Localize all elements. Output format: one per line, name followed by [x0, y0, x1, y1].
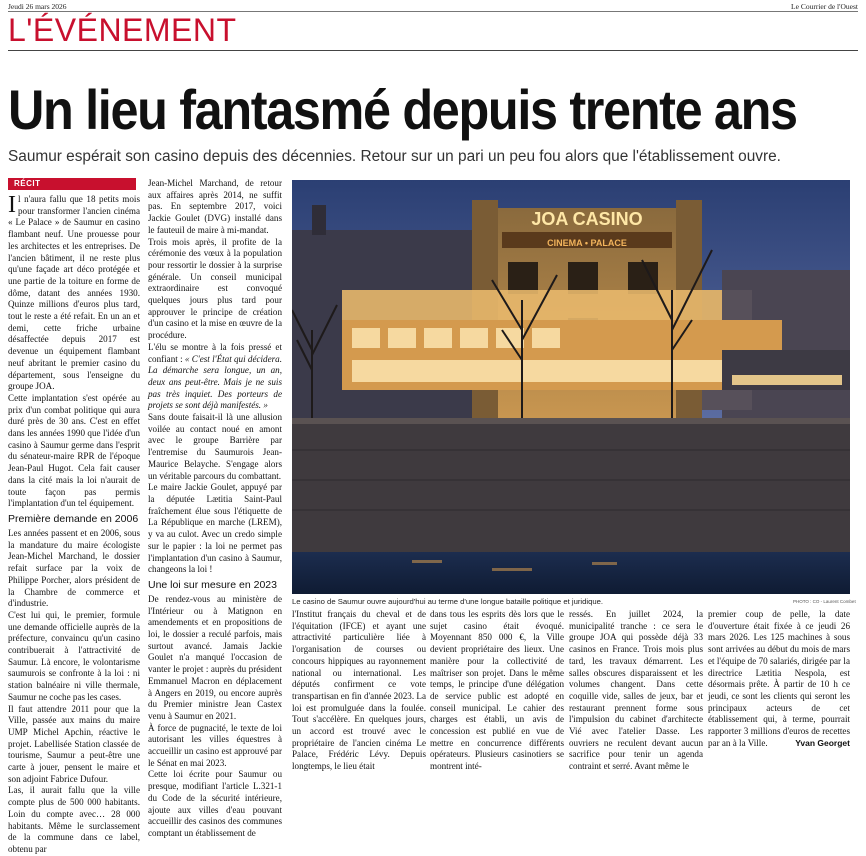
photo-credit: PHOTO : CO - Laurent Combet	[793, 599, 856, 604]
article-column-4: dans tous les esprits dès lors que le sujet casino était évoqué. Moyennant 850 000 €, la Ville devient propriétaire des lieux. Une manière pour la collectivité de maîtriser son projet. Dans le même temps, le principe d'une délégation de service public est adopté en conseil municipal. Le cahier des charges est établi, un avis de concession est publié en vue de mettre en concurrence différents opérateurs. Plusieurs casinotiers se montrent inté-	[430, 609, 564, 772]
standfirst: Saumur espérait son casino depuis des décennies. Retour sur un pari un peu fou alors que l'établissement ouvre.	[8, 148, 781, 165]
paragraph: L'élu se montre à la fois pressé et confiant :	[148, 341, 282, 364]
paragraph: C'est lui qui, le premier, formule une demande officielle auprès de la préfecture, convaincu qu'un casino contribuerait à l'attractivité de Saumur. Là encore, le volontarisme saumurois se confronte à la loi : ni station balnéaire ni ville thermale, Saumur ne coche pas les cases.	[8, 609, 140, 702]
paragraph: Sans doute faisait-il là une allusion voilée au contact noué en amont avec le groupe Barrière par l'entremise du Saumurois Jean-Maurice Belayche. S'engage alors un véritable parcours du combattant.	[148, 412, 282, 481]
paragraph: Les années passent et en 2006, sous la mandature du maire écologiste Jean-Michel Marchand, le dossier refait surface par la voix de Philippe Porcher, alors président de la Chambre de commerce et d'industrie.	[8, 527, 140, 609]
photo-caption: Le casino de Saumur ouvre aujourd'hui au terme d'une longue bataille politique et juridique.	[292, 597, 604, 606]
subheading: Première demande en 2006	[8, 512, 139, 525]
paragraph: Cette implantation s'est opérée au prix d'un combat politique qui aura duré près de 30 ans. C'est en effet dans les années 1990 que l'idée d'un casino à Saumur germe dans l'esprit du sénateur-maire RPR de l'époque Jean-Paul Hugot. Cela fait causer dans la cité mais la loi n'aurait de toute façon pas permis l'implantation d'un tel équipement.	[8, 392, 140, 509]
drop-cap: I	[8, 192, 16, 218]
subheading: Une loi sur mesure en 2023	[148, 578, 277, 591]
newspaper-name: Le Courrier de l'Ouest	[791, 2, 858, 11]
article-column-5: ressés. En juillet 2024, la municipalité tranche : ce sera le groupe JOA qui possède déjà 33 casinos en France. Trois mois plus tard, les travaux démarrent. Les salles obscures disparaissent et les volumes changent. Dans cette coquille vide, salles de jeux, bar et restaurant prennent forme sous l'impulsion du cabinet d'architecte Vié avec l'atelier Dasse. Les ouvriers ne reculent devant aucun sacrifice pour tenir un agenda contraint et serré. Avant même le	[569, 609, 703, 772]
paragraph: Jean-Michel Marchand, de retour aux affaires après 2014, ne suffit pas. En septembre 2017, voici Jackie Goulet (DVG) installé dans le fauteuil de maire à mi-mandat.	[148, 178, 282, 235]
headline: Un lieu fantasmé depuis trente ans	[8, 78, 797, 141]
paragraph: Le maire Jackie Goulet, appuyé par la députée Lætitia Saint-Paul fraîchement élue sous l'étiquette de La République en marche (LREM), y va au culot. Avec un credo simple sur le papier : la loi ne permet pas l'implantation d'un casino à Saumur, changeons la loi !	[148, 482, 282, 575]
casino-sign: JOA CASINO	[531, 209, 643, 229]
paragraph: De rendez-vous au ministère de l'Intérieur ou à Matignon en amendements et en propositions de loi, le dossier a reculé parfois, mais surtout avancé. Jamais Jackie Goulet n'a manqué l'occasion de vanter le projet : auprès du président Emmanuel Macron en déplacement à Angers en 2019, ou encore auprès du Premier ministre Jean Castex venu à Saumur en 2021.	[148, 593, 282, 721]
article-column-3: l'Institut français du cheval et de l'équitation (IFCE) et ayant une attractivité particulière liée à l'organisation de courses ou concours hippiques au rayonnement national ou international. Les députés confirment ce vote transpartisan en fin d'année 2023. La loi est promulguée dans la foulée. Tout s'accélère. En quelques jours, un accord est trouvé avec le propriétaire de l'ancien cinéma Le Palace, Frédéric Lévy. Depuis longtemps, le lieu était	[292, 609, 426, 772]
article-column-6: premier coup de pelle, la date d'ouverture était fixée à ce jeudi 26 mars 2026. Les 125 machines à sous sont arrivées au début du mois de mars et l'équipe de 70 salariés, dirigée par la directrice Lætitia Nespola, est désormais prête. À partir de 10 h ce jeudi, ce sont les clients qui seront les principaux acteurs de cet établissement qui, à terme, pourrait rapporter 3 millions d'euros de recettes par an à la Ville.	[708, 609, 850, 748]
casino-photo-illustration	[292, 180, 850, 594]
author-byline: Yvan Georget	[795, 738, 850, 748]
article-column-2	[148, 178, 282, 840]
issue-date: Jeudi 26 mars 2026	[8, 2, 67, 11]
paragraph: Las, il aurait fallu que la ville compte plus de 500 000 habitants. Loin du compte avec… 28 000 habitants. Même le surclassement de la commune dans ce label, obtenu par	[8, 785, 140, 854]
kicker-badge	[8, 178, 136, 190]
section-rule	[8, 50, 858, 51]
paragraph: l n'aura fallu que 18 petits mois pour transformer l'ancien cinéma « Le Palace » de Saumur en casino flambant neuf. Une prouesse pour les architectes et les entreprises. De l'ancien bâtiment, il ne reste plus qu'une façade art déco protégée et une partie de la toiture en forme de dôme, datant des années 1930. Quinze millions d'euros plus tard, tout le reste a été refait. En un an et demi, cette friche urbaine désaffectée depuis 2017 est devenue un équipement flambant neuf abritant le premier casino du département, sous l'enseigne du groupe JOA.	[8, 194, 140, 392]
cinema-sign: CINEMA • PALACE	[547, 238, 627, 248]
quote: « C'est l'État qui décidera. La démarche sera longue, un an, deux ans peut-être. Mais je ne suis pas très inquiet. Des porteurs de projets se sont déjà manifestés. »	[148, 353, 282, 411]
section-title: L'ÉVÉNEMENT	[8, 12, 237, 48]
casino-photo	[292, 180, 850, 594]
article-column-1	[8, 194, 140, 856]
paragraph: Il faut attendre 2011 pour que la Ville, passée aux mains du maire UMP Michel Apchin, réactive le projet. Labellisée Station classée de tourisme, Saumur a peut-être une carte à jouer, pensent le maire et son adjoint Fabrice Dufour.	[8, 703, 140, 784]
paragraph: À force de pugnacité, le texte de loi autorisant les villes équestres à accueillir un casino est approuvé par le Sénat en mai 2023.	[148, 722, 282, 768]
paragraph: Cette loi écrite pour Saumur ou presque, modifiant l'article L.321-1 du Code de la sécurité intérieure, ajoute aux villes d'eau pouvant accueillir des casinos des communes comptant un établissement de	[148, 769, 282, 838]
paragraph: Trois mois après, il profite de la cérémonie des vœux à la population pour ressortir le dossier à la surprise générale. Un conseil municipal extraordinaire est convoqué quelques jours plus tard pour approuver le principe de création d'un casino et la mise en œuvre de la procédure.	[148, 236, 282, 341]
kicker-label: RÉCIT	[14, 179, 41, 188]
